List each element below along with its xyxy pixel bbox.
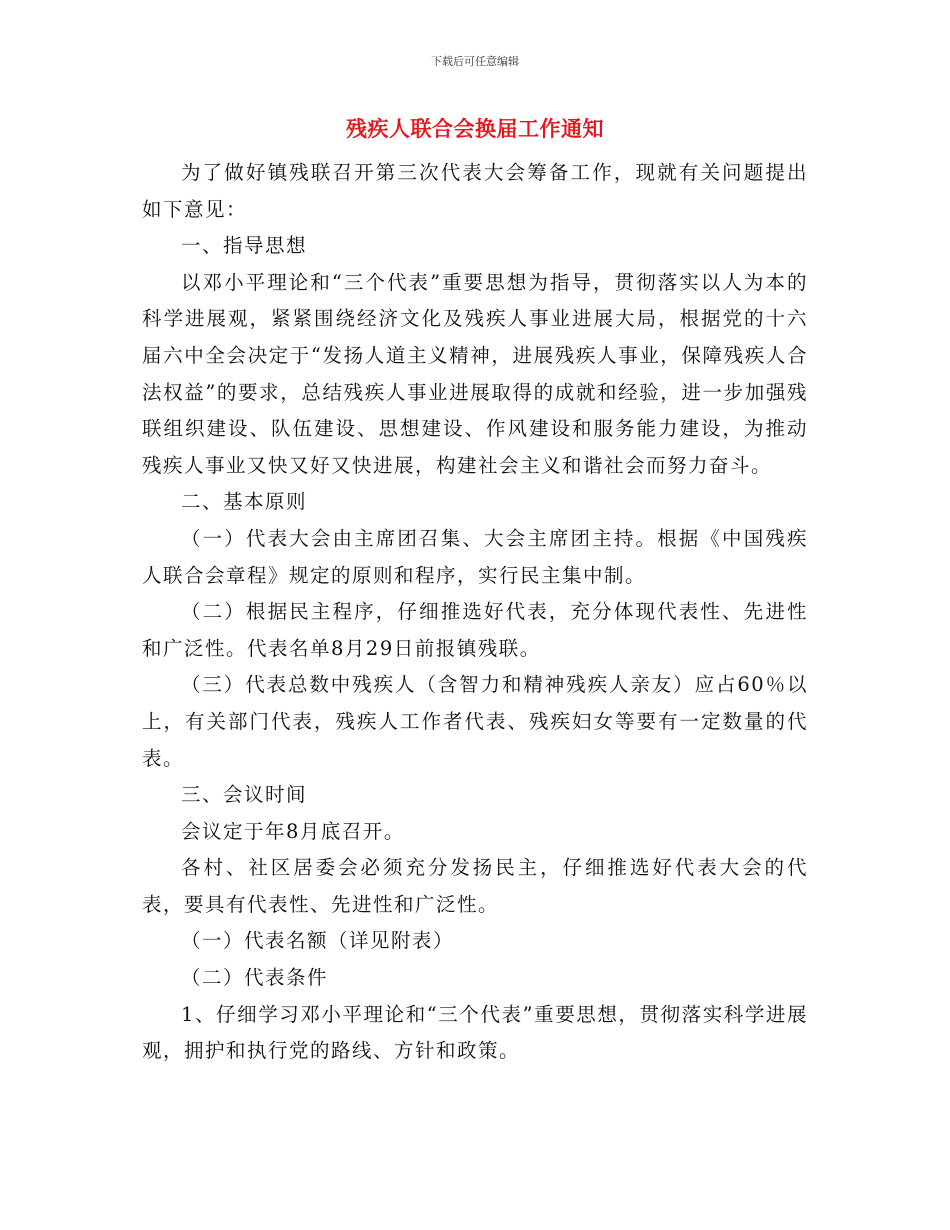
header-note: 下载后可任意编辑 [431, 55, 519, 68]
section-heading: 三、会议时间 [181, 783, 308, 807]
paragraph: （一）代表大会由主席团召集、大会主席团主持。根据《中国残疾人联合会章程》规定的原则和程序，实行民主集中制。 [142, 526, 808, 587]
paragraph: （三）代表总数中残疾人（含智力和精神残疾人亲友）应占60％以上，有关部门代表，残疾人工作者代表、残疾妇女等要有一定数量的代表。 [142, 673, 808, 770]
section-heading: 一、指导思想 [181, 234, 308, 258]
document-body [142, 155, 808, 1070]
paragraph: 以邓小平理论和“三个代表”重要思想为指导，贯彻落实以人为本的科学进展观，紧紧围绕经济文化及残疾人事业进展大局，根据党的十六届六中全会决定于“发扬人道主义精神，进展残疾人事业，保障残疾人合法权益”的要求，总结残疾人事业进展取得的成就和经验，进一步加强残联组织建设、队伍建设、思想建设、作风建设和服务能力建设，为推动残疾人事业又快又好又快进展，构建社会主义和谐社会而努力奋斗。 [142, 270, 808, 477]
paragraph: （二）根据民主程序，仔细推选好代表，充分体现代表性、先进性和广泛性。代表名单8月29日前报镇残联。 [142, 600, 808, 660]
sub-heading: （二）代表条件 [181, 966, 329, 990]
paragraph: 会议定于年8月底召开。 [181, 819, 405, 843]
paragraph: 1、仔细学习邓小平理论和“三个代表”重要思想，贯彻落实科学进展观，拥护和执行党的路线、方针和政策。 [142, 1002, 808, 1063]
sub-heading: （一）代表名额（详见附表） [181, 929, 455, 953]
document-title: 残疾人联合会换届工作通知 [346, 117, 604, 141]
paragraph: 为了做好镇残联召开第三次代表大会筹备工作，现就有关问题提出如下意见： [142, 161, 808, 221]
paragraph: 各村、社区居委会必须充分发扬民主，仔细推选好代表大会的代表，要具有代表性、先进性和广泛性。 [142, 856, 808, 916]
section-heading: 二、基本原则 [181, 490, 308, 514]
